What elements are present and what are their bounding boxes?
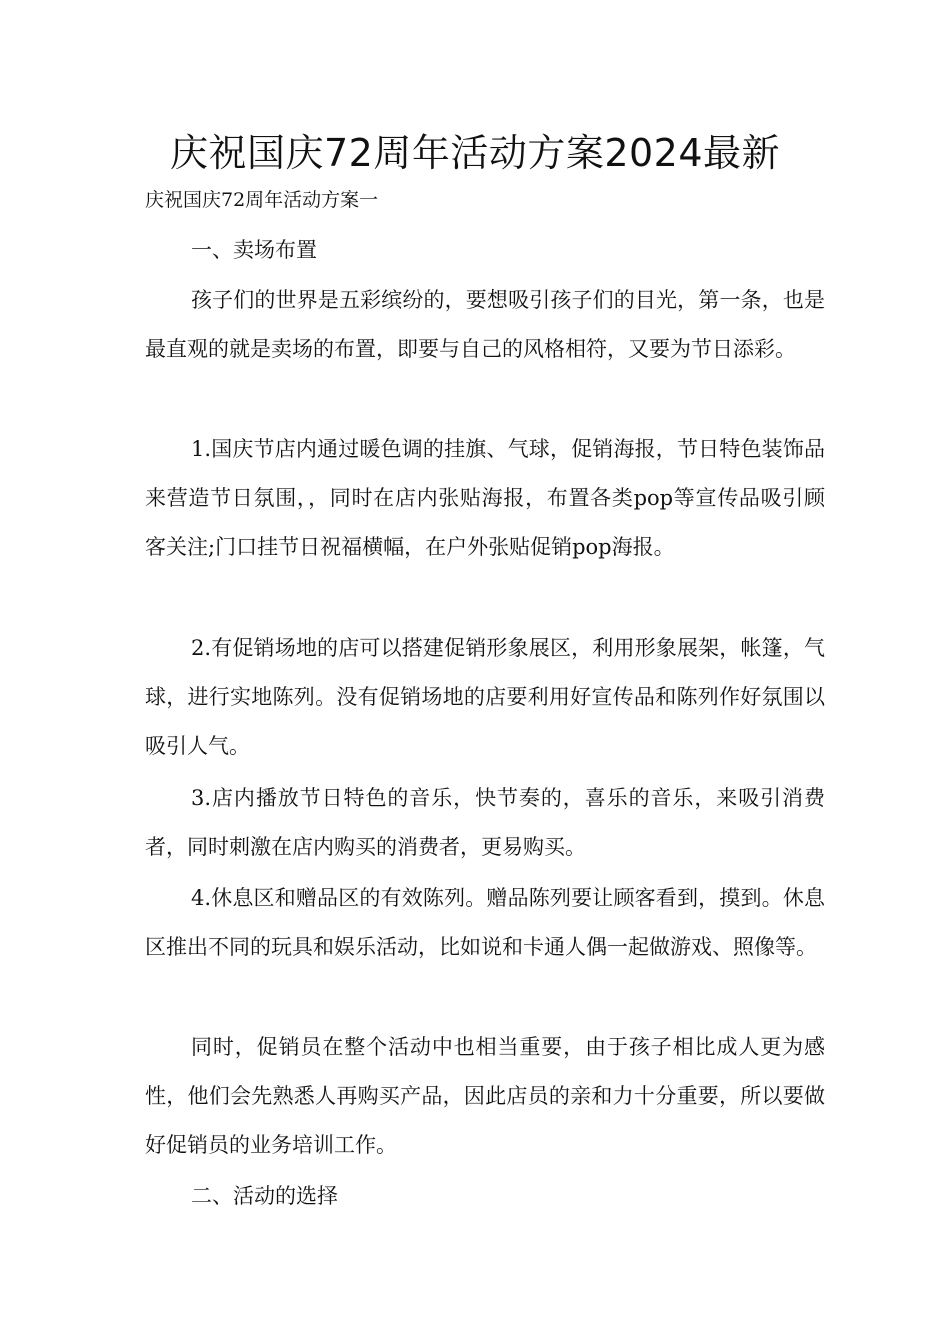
paragraph-staff: 同时，促销员在整个活动中也相当重要，由于孩子相比成人更为感性，他们会先熟悉人再购买产品，因此店员的亲和力十分重要，所以要做好促销员的业务培训工作。 <box>145 1035 825 1157</box>
section-heading-layout: 一、卖场布置 <box>191 238 317 262</box>
document-subtitle: 庆祝国庆72周年活动方案一 <box>145 189 379 211</box>
paragraph-intro: 孩子们的世界是五彩缤纷的，要想吸引孩子们的目光，第一条，也是最直观的就是卖场的布置，即要与自己的风格相符，又要为节日添彩。 <box>145 288 825 361</box>
section-heading-activities: 二、活动的选择 <box>191 1184 338 1208</box>
paragraph-item-1: 1.国庆节店内通过暖色调的挂旗、气球，促销海报，节日特色装饰品来营造节日氛围，，同时在店内张贴海报，布置各类pop等宣传品吸引顾客关注;门口挂节日祝福横幅，在户外张贴促销pop海报。 <box>145 437 825 559</box>
paragraph-item-3: 3.店内播放节日特色的音乐，快节奏的，喜乐的音乐，来吸引消费者，同时刺激在店内购买的消费者，更易购买。 <box>145 786 825 859</box>
paragraph-item-4: 4.休息区和赠品区的有效陈列。赠品陈列要让顾客看到，摸到。休息区推出不同的玩具和娱乐活动，比如说和卡通人偶一起做游戏、照像等。 <box>145 886 825 959</box>
paragraph-item-2: 2.有促销场地的店可以搭建促销形象展区，利用形象展架，帐篷，气球，进行实地陈列。没有促销场地的店要利用好宣传品和陈列作好氛围以吸引人气。 <box>145 636 825 758</box>
document-title: 庆祝国庆72周年活动方案2024最新 <box>169 131 781 175</box>
